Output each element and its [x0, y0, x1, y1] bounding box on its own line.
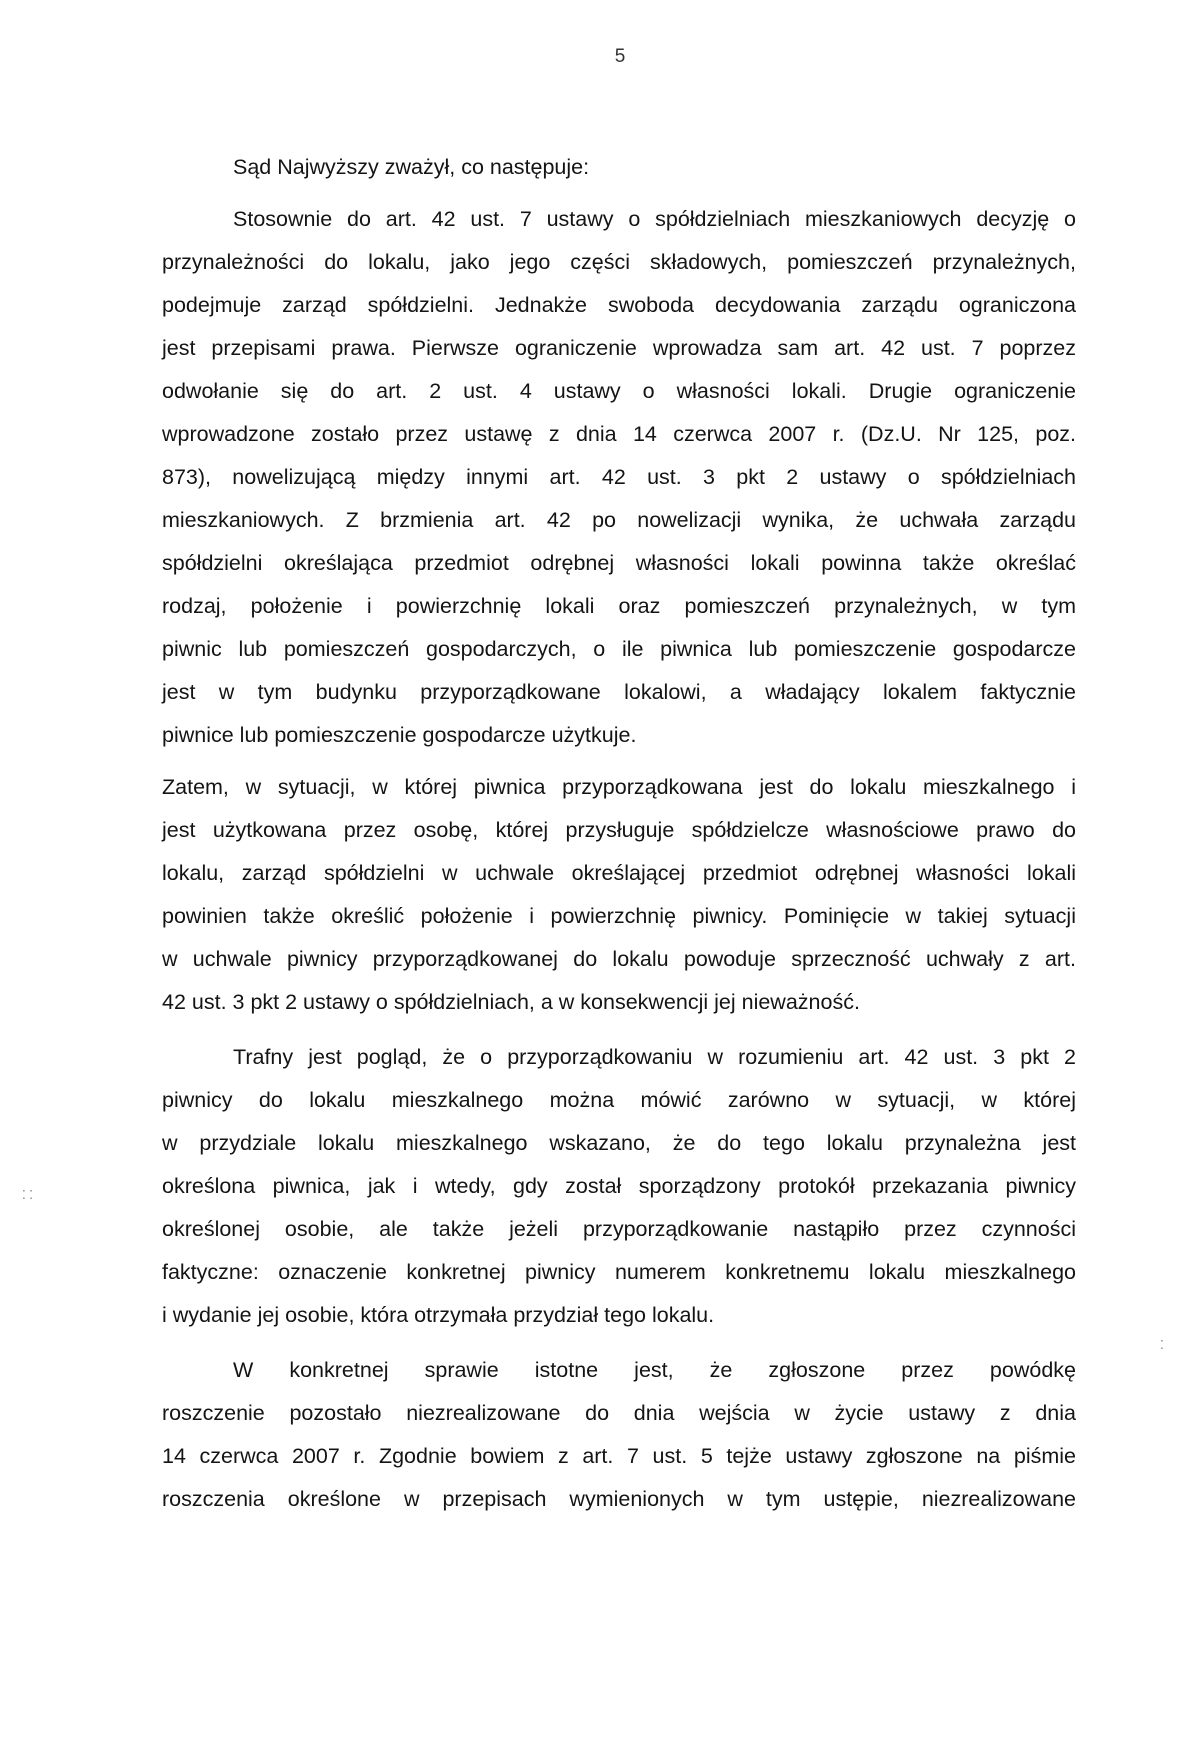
text-line: jest użytkowana przez osobę, której przysługuje spółdzielcze własnościowe prawo do	[162, 818, 1076, 842]
text-line: wprowadzone zostało przez ustawę z dnia 14 czerwca 2007 r. (Dz.U. Nr 125, poz.	[162, 422, 1076, 446]
page-number: 5	[614, 46, 626, 67]
text-line: spółdzielni określająca przedmiot odrębnej własności lokali powinna także określać	[162, 551, 1076, 575]
text-line: piwnice lub pomieszczenie gospodarcze użytkuje.	[162, 723, 637, 747]
paragraph-heading	[162, 146, 1076, 189]
text-line: w przydziale lokalu mieszkalnego wskazano, że do tego lokalu przynależna jest	[162, 1131, 1076, 1155]
scan-artifact: ⁚ ⁚	[22, 1188, 33, 1202]
text-line: 873), nowelizującą między innymi art. 42 ust. 3 pkt 2 ustawy o spółdzielniach	[162, 465, 1076, 489]
text-line: W konkretnej sprawie istotne jest, że zgłoszone przez powódkę	[233, 1358, 1076, 1382]
scan-artifact: ⁚	[1160, 1338, 1164, 1352]
paragraph	[162, 1349, 1076, 1521]
text-line: mieszkaniowych. Z brzmienia art. 42 po nowelizacji wynika, że uchwała zarządu	[162, 508, 1076, 532]
text-line: w uchwale piwnicy przyporządkowanej do lokalu powoduje sprzeczność uchwały z art.	[162, 947, 1076, 971]
text-line: powinien także określić położenie i powierzchnię piwnicy. Pominięcie w takiej sytuacji	[162, 904, 1076, 928]
text-line: określona piwnica, jak i wtedy, gdy został sporządzony protokół przekazania piwnicy	[162, 1174, 1076, 1198]
text-line: piwnic lub pomieszczeń gospodarczych, o ile piwnica lub pomieszczenie gospodarcze	[162, 637, 1076, 661]
text-line: roszczenie pozostało niezrealizowane do dnia wejścia w życie ustawy z dnia	[162, 1401, 1076, 1425]
text-line: lokalu, zarząd spółdzielni w uchwale określającej przedmiot odrębnej własności lokali	[162, 861, 1076, 885]
text-line: 14 czerwca 2007 r. Zgodnie bowiem z art. 7 ust. 5 tejże ustawy zgłoszone na piśmie	[162, 1444, 1076, 1468]
text-line: i wydanie jej osobie, która otrzymała przydział tego lokalu.	[162, 1303, 715, 1327]
text-line: podejmuje zarząd spółdzielni. Jednakże swoboda decydowania zarządu ograniczona	[162, 293, 1076, 317]
text-line: odwołanie się do art. 2 ust. 4 ustawy o własności lokali. Drugie ograniczenie	[162, 379, 1076, 403]
text-line: Sąd Najwyższy zważył, co następuje:	[233, 155, 590, 179]
text-line: jest w tym budynku przyporządkowane lokalowi, a władający lokalem faktycznie	[162, 680, 1076, 704]
text-line: 42 ust. 3 pkt 2 ustawy o spółdzielniach, a w konsekwencji jej nieważność.	[162, 990, 860, 1014]
text-line: rodzaj, położenie i powierzchnię lokali oraz pomieszczeń przynależnych, w tym	[162, 594, 1076, 618]
text-line: przynależności do lokalu, jako jego części składowych, pomieszczeń przynależnych,	[162, 250, 1076, 274]
text-line: Zatem, w sytuacji, w której piwnica przyporządkowana jest do lokalu mieszkalnego i	[162, 775, 1076, 799]
text-line: określonej osobie, ale także jeżeli przyporządkowanie nastąpiło przez czynności	[162, 1217, 1076, 1241]
text-line: piwnicy do lokalu mieszkalnego można mówić zarówno w sytuacji, w której	[162, 1088, 1076, 1112]
paragraph	[162, 198, 1076, 757]
text-line: jest przepisami prawa. Pierwsze ograniczenie wprowadza sam art. 42 ust. 7 poprzez	[162, 336, 1076, 360]
paragraph	[162, 1036, 1076, 1337]
document-body	[162, 146, 1076, 1521]
text-line: Stosownie do art. 42 ust. 7 ustawy o spółdzielniach mieszkaniowych decyzję o	[233, 207, 1076, 231]
text-line: roszczenia określone w przepisach wymienionych w tym ustępie, niezrealizowane	[162, 1487, 1076, 1511]
paragraph	[162, 766, 1076, 1024]
text-line: faktyczne: oznaczenie konkretnej piwnicy numerem konkretnemu lokalu mieszkalnego	[162, 1260, 1076, 1284]
text-line: Trafny jest pogląd, że o przyporządkowaniu w rozumieniu art. 42 ust. 3 pkt 2	[233, 1045, 1076, 1069]
